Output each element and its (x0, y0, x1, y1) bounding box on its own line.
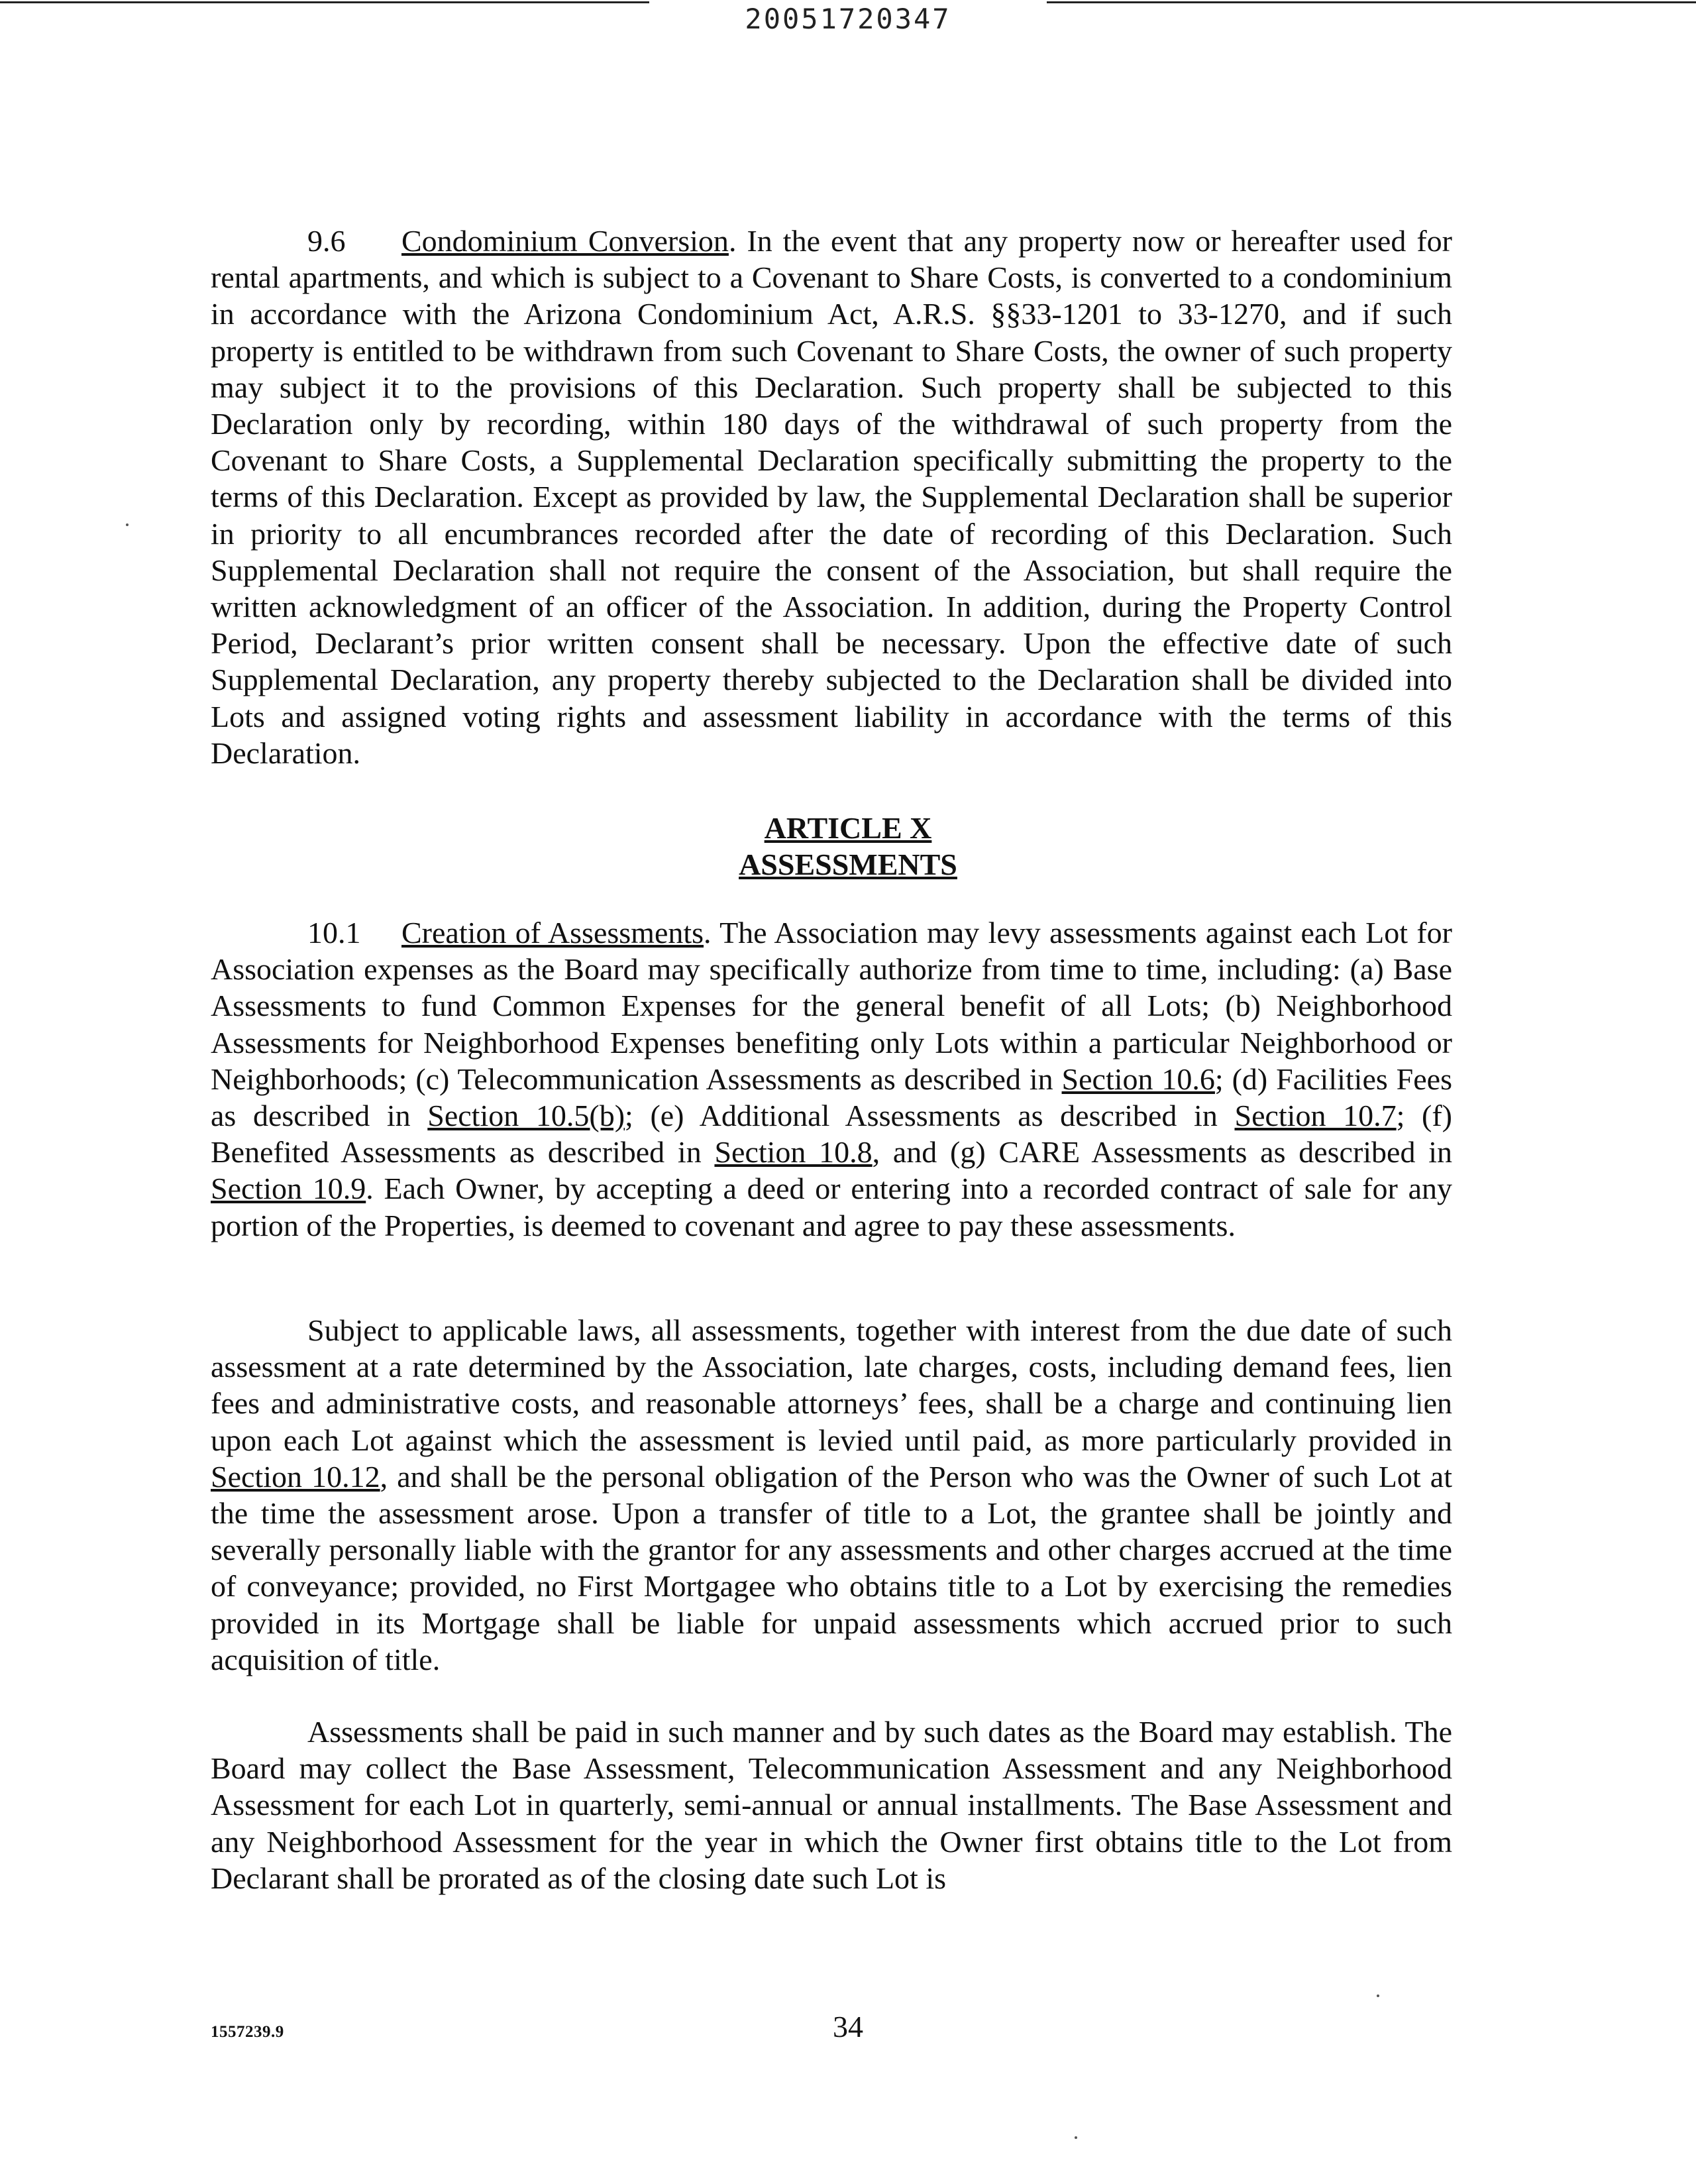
scan-speck (1377, 1994, 1379, 1997)
section-reference: Section 10.12 (211, 1459, 380, 1494)
paragraph-text: Assessments shall be paid in such manner and by such dates as the Board may establish. The Board may collect the Base Assessment, Telecommunication Assessment and any Neighborhood Assessment for each Lot in quarterly, semi-annual or annual installments. The Base Assessment and any Neighborhood Assessment for the year in which the Owner first obtains title to the Lot from Declarant shall be prorated as of the closing date such Lot is (211, 1715, 1452, 1895)
section-text: . Each Owner, by accepting a deed or entering into a recorded contract of sale for any portion of the Properties, is deemed to covenant and agree to pay these assessments. (211, 1172, 1452, 1242)
lien-paragraph (211, 1312, 1452, 1678)
section-number: 9.6 (307, 224, 346, 258)
article-heading (0, 810, 1696, 883)
section-text: . In the event that any property now or hereafter used for rental apartments, and which is subject to a Covenant to Share Costs, is converted to a condominium in accordance with the Arizona Condominium Act, A.R.S. §§33-1201 to 33-1270, and if such property is entitled to be withdrawn from such Covenant to Share Costs, the owner of such property may subject it to the provisions of this Declaration. Such property shall be subjected to this Declaration only by recording, within 180 days of the withdrawal of such property from the Covenant to Share Costs, a Supplemental Declaration specifically submitting the property to the terms of this Declaration. Except as provided by law, the Supplemental Declaration shall be superior in priority to all encumbrances recorded after the date of recording of this Declaration. Such Supplemental Declaration shall not require the consent of the Association, but shall require the written acknowledgment of an officer of the Association. In addition, during the Property Control Period, Declarant’s prior written consent shall be necessary. Upon the effective date of such Supplemental Declaration, any property thereby subjected to the Declaration shall be divided into Lots and assigned voting rights and assessment liability in accordance with the terms of this Declaration. (211, 224, 1452, 770)
section-text: , and (g) CARE Assessments as described in (872, 1135, 1452, 1170)
scan-speck (1075, 2136, 1077, 2139)
section-title: Condominium Conversion (401, 224, 729, 258)
payment-paragraph (211, 1714, 1452, 1896)
section-reference: Section 10.5(b) (427, 1099, 625, 1133)
page-number: 34 (833, 2010, 863, 2044)
section-reference: Section 10.9 (211, 1172, 366, 1206)
article-title: ASSESSMENTS (739, 847, 957, 881)
paragraph-text: , and shall be the personal obligation of the Person who was the Owner of such Lot at the time the assessment arose. Upon a transfer of title to a Lot, the grantee shall be jointly and severally personally liable with the grantor for any assessments and other charges accrued at the time of conveyance; provided, no First Mortgagee who obtains title to a Lot by exercising the remedies provided in its Mortgage shall be liable for unpaid assessments which accrued prior to such acquisition of title. (211, 1459, 1452, 1676)
section-title: Creation of Assessments (401, 916, 704, 950)
section-9-6-paragraph (211, 223, 1452, 771)
section-reference: Section 10.7 (1234, 1099, 1397, 1133)
article-number: ARTICLE X (764, 811, 932, 845)
scan-speck (126, 523, 129, 526)
section-number: 10.1 (307, 916, 361, 950)
section-reference: Section 10.6 (1061, 1062, 1215, 1096)
section-reference: Section 10.8 (714, 1135, 873, 1170)
section-10-1-paragraph (211, 914, 1452, 1244)
document-id: 20051720347 (745, 3, 951, 35)
section-text: ; (d) Facilities Fees as described in (211, 1062, 1452, 1133)
paragraph-text: Subject to applicable laws, all assessments, together with interest from the due date of such assessment at a rate determined by the Association, late charges, costs, including demand fees, lien fees and administrative costs, and reasonable attorneys’ fees, shall be a charge and continuing lien upon each Lot against which the assessment is levied until paid, as more particularly provided in (211, 1313, 1452, 1457)
section-text: ; (e) Additional Assessments as described in (625, 1099, 1235, 1133)
section-text: . The Association may levy assessments against each Lot for Association expenses as the Board may specifically authorize from time to time, including: (a) Base Assessments to fund Common Expenses for the general benefit of all Lots; (b) Neighborhood Assessments for Neighborhood Expenses benefiting only Lots within a particular Neighborhood or Neighborhoods; (c) Telecommunication Assessments as described in (211, 916, 1453, 1096)
footer-document-code: 1557239.9 (211, 2023, 284, 2041)
section-text: ; (f) Benefited Assessments as described in (211, 1099, 1452, 1170)
